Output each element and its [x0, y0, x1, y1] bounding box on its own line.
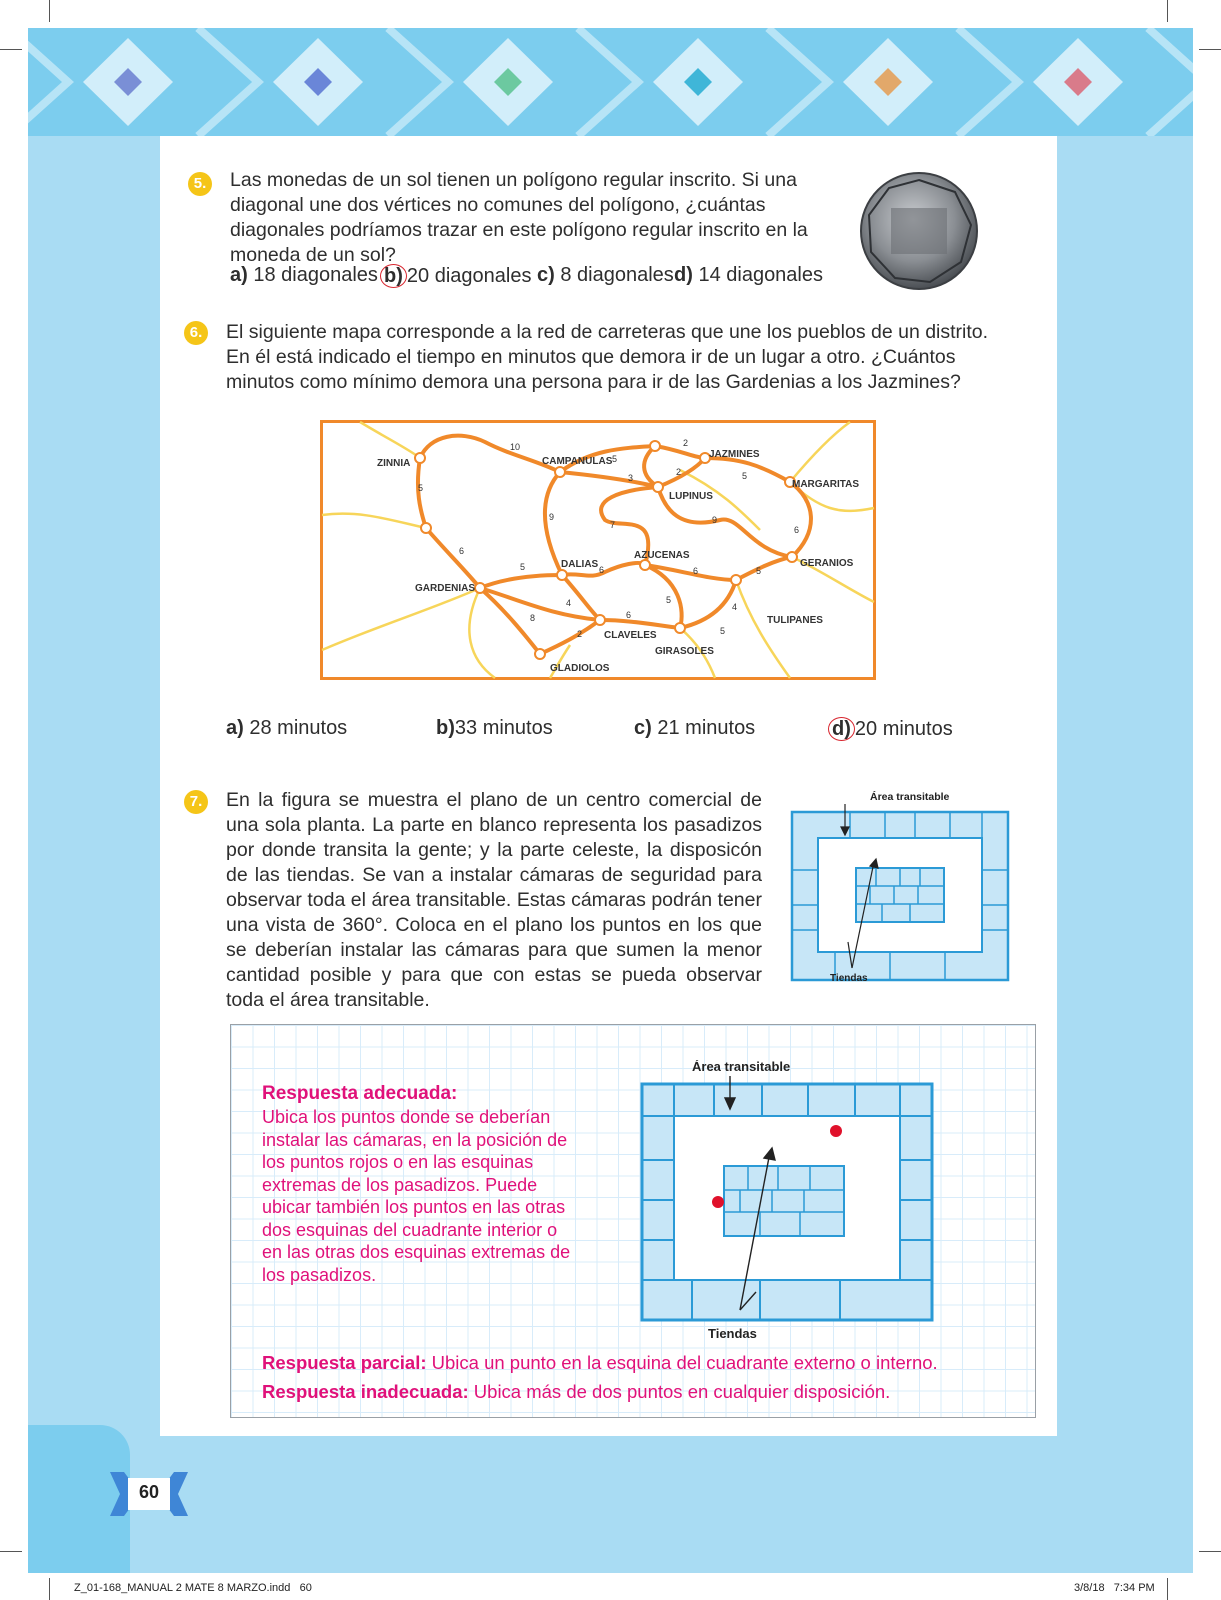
coin-image [855, 170, 983, 292]
banner-pattern [28, 28, 1193, 136]
option-text: 28 minutos [243, 717, 348, 739]
road-time: 5 [666, 595, 672, 605]
partial-answer-text: Ubica un punto en la esquina del cuadrante externo o interno. [426, 1352, 938, 1373]
town-label: GLADIOLOS [550, 663, 610, 674]
town-label: GERANIOS [800, 558, 854, 569]
option-letter: a) [226, 717, 244, 739]
partial-answer [262, 1352, 1022, 1375]
town-label: MARGARITAS [792, 479, 860, 490]
decorative-banner [28, 28, 1193, 136]
road-time: 5 [418, 483, 424, 493]
option-text: 21 minutos [651, 717, 756, 739]
road-time: 9 [712, 515, 718, 525]
road-map [320, 420, 876, 680]
answer-mall-plan [640, 1060, 944, 1345]
option-letter: b) [436, 717, 455, 739]
question-6-badge: 6. [184, 321, 208, 345]
q6-option-a[interactable] [226, 717, 347, 740]
option-letter: c) [537, 264, 555, 286]
road-time: 8 [530, 613, 536, 623]
q5-option-c[interactable] [537, 264, 674, 287]
crop-mark [49, 1578, 50, 1600]
option-letter: d) [674, 264, 693, 286]
question-7-badge: 7. [184, 790, 208, 814]
question-7-text: En la figura se muestra el plano de un centro comercial de una sola planta. La parte en blanco representa los pasadizos por donde transita la gente; y la parte celeste, la disposicón de las tiendas. Se van a instalar cámaras de seguridad para observar toda el área transitable. Estas cámaras podrán tener una vista de 360°. Coloca en el plano los puntos en los que se deberían instalar las cámaras para que sumen la menor cantidad posible y para que con estas se pueda observar toda el área transitable. [226, 789, 762, 1011]
town-label: LUPINUS [669, 491, 713, 502]
town-label: TULIPANES [767, 615, 823, 626]
road-time: 4 [732, 602, 738, 612]
road-time: 10 [510, 442, 521, 452]
figure-label-area: Área transitable [692, 1060, 791, 1074]
road-time: 2 [683, 438, 689, 448]
road-time: 4 [566, 598, 572, 608]
road-time: 9 [549, 512, 555, 522]
crop-mark [1167, 1578, 1168, 1600]
option-letter: a) [230, 264, 248, 286]
road-time: 5 [742, 471, 748, 481]
option-text: 20 minutos [854, 718, 953, 740]
road-time: 6 [599, 565, 605, 575]
option-letter-circled: b) [380, 264, 407, 288]
q6-option-c[interactable] [634, 717, 755, 740]
road-time: 6 [794, 525, 800, 535]
crop-mark [0, 49, 22, 50]
road-time: 2 [577, 629, 583, 639]
road-time: 6 [459, 546, 465, 556]
adequate-answer-text: Ubica los puntos donde se deberían instalar las cámaras, en la posición de los puntos rojos o en las esquinas extremas de los pasadizos. Puede ubicar también los puntos en las otras dos esquinas del cuadrante interior o en las otras dos esquinas extremas de los pasadizos. [262, 1107, 571, 1285]
road-time: 5 [520, 562, 526, 572]
figure-label-shops: Tiendas [708, 1326, 757, 1341]
option-letter: c) [634, 717, 652, 739]
town-label: GIRASOLES [655, 646, 714, 657]
town-label: JAZMINES [709, 449, 760, 460]
option-text: 20 diagonales [406, 265, 532, 287]
mall-plan-figure [790, 790, 1010, 1002]
question-5-badge: 5. [188, 172, 212, 196]
page-number: 60 [138, 1482, 160, 1502]
road-time: 2 [676, 467, 682, 477]
crop-mark [49, 0, 50, 22]
road-time: 5 [756, 566, 762, 576]
adequate-answer-title: Respuesta adecuada: [262, 1083, 458, 1104]
town-label: AZUCENAS [634, 550, 690, 561]
road-time: 6 [693, 566, 699, 576]
figure-label-area: Área transitable [870, 791, 950, 803]
q6-option-d[interactable] [828, 717, 953, 741]
town-label: GARDENIAS [415, 583, 476, 594]
crop-mark [1167, 0, 1168, 22]
road-time: 5 [720, 626, 726, 636]
road-time: 5 [612, 454, 618, 464]
footer-date: 3/8/18 7:34 PM [1074, 1582, 1155, 1594]
question-6-text: El siguiente mapa corresponde a la red de carreteras que une los pueblos de un distrito. En él está indicado el tiempo en minutos que demora ir de un lugar a otro. ¿Cuántos minutos como mínimo demora una persona para ir de las Gardenias a los Jazmines? [226, 321, 989, 393]
option-text: 33 minutos [454, 717, 553, 739]
camera-point [830, 1125, 842, 1137]
option-letter-circled: d) [828, 717, 855, 741]
inadequate-answer [262, 1381, 1022, 1404]
question-5-text: Las monedas de un sol tienen un polígono regular inscrito. Si una diagonal une dos vértices no comunes del polígono, ¿cuántas diagonales podríamos trazar en este polígono regular inscrito en la moneda de un sol? [230, 169, 808, 266]
crop-mark [1199, 1551, 1221, 1552]
road-time: 3 [628, 473, 634, 483]
inadequate-answer-title: Respuesta inadecuada: [262, 1381, 469, 1402]
road-time: 6 [626, 610, 632, 620]
q6-option-b[interactable] [436, 717, 553, 740]
q5-option-a[interactable] [230, 264, 378, 287]
road-time: 7 [610, 520, 616, 530]
town-label: ZINNIA [377, 458, 411, 469]
footer-filename: Z_01-168_MANUAL 2 MATE 8 MARZO.indd 60 [74, 1582, 312, 1594]
option-text: 18 diagonales [247, 264, 378, 286]
crop-mark [0, 1551, 22, 1552]
option-text: 8 diagonales [554, 264, 674, 286]
town-label: CAMPANULAS [542, 456, 613, 467]
town-label: CLAVELES [604, 630, 657, 641]
q5-option-b[interactable] [380, 264, 531, 288]
inadequate-answer-text: Ubica más de dos puntos en cualquier disposición. [468, 1381, 891, 1402]
crop-mark [1199, 49, 1221, 50]
partial-answer-title: Respuesta parcial: [262, 1352, 427, 1373]
option-text: 14 diagonales [692, 264, 823, 286]
figure-label-shops: Tiendas [830, 973, 868, 984]
camera-point [712, 1196, 724, 1208]
q5-option-d[interactable] [674, 264, 823, 287]
town-label: DALIAS [561, 559, 599, 570]
